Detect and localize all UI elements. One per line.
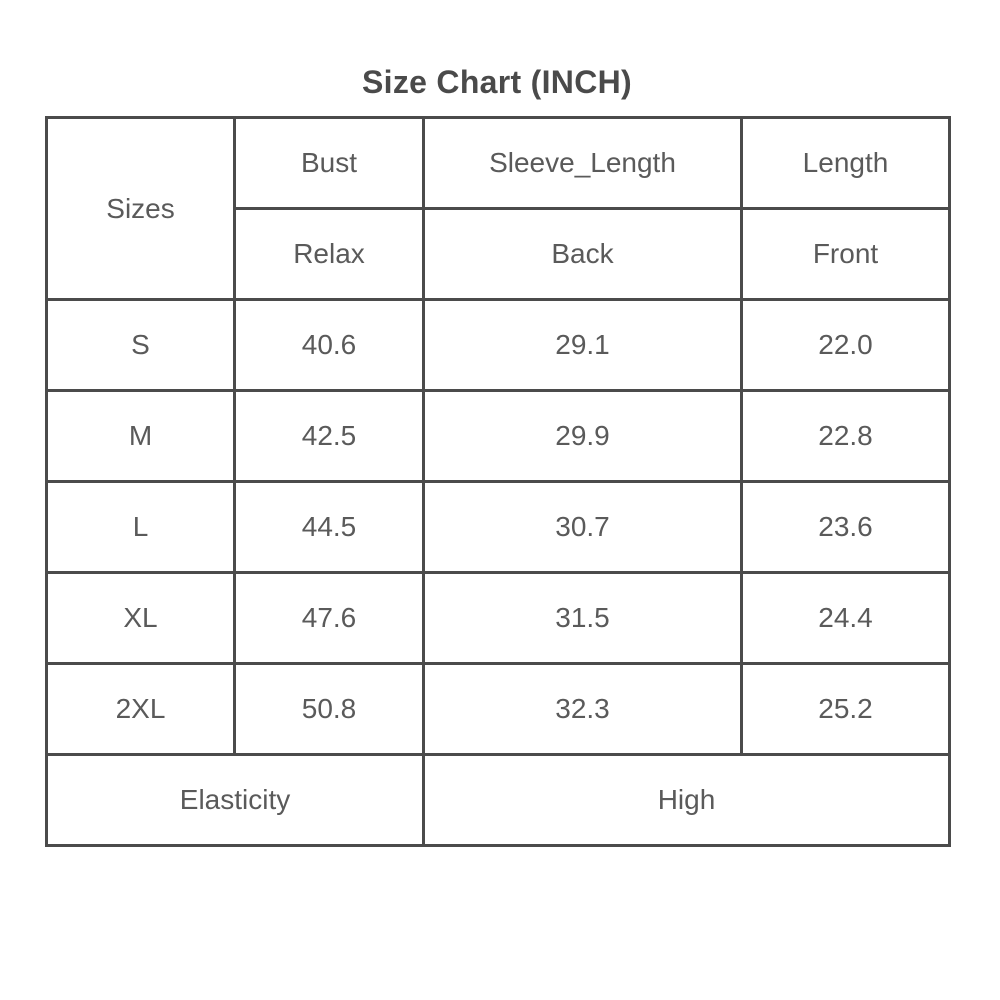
elasticity-value: High <box>424 755 950 846</box>
sleeve-length-cell: 30.7 <box>424 482 742 573</box>
elasticity-row <box>47 755 950 846</box>
size-cell: M <box>47 391 235 482</box>
back-subheader: Back <box>424 209 742 300</box>
table-row <box>47 391 950 482</box>
table-row <box>47 664 950 755</box>
table-row <box>47 482 950 573</box>
size-chart-table <box>45 116 951 847</box>
elasticity-label: Elasticity <box>47 755 424 846</box>
front-subheader: Front <box>742 209 950 300</box>
bust-cell: 42.5 <box>235 391 424 482</box>
header-row-1 <box>47 118 950 209</box>
size-cell: 2XL <box>47 664 235 755</box>
size-chart-title: Size Chart (INCH) <box>361 64 632 100</box>
bust-cell: 50.8 <box>235 664 424 755</box>
length-cell: 24.4 <box>742 573 950 664</box>
length-cell: 22.8 <box>742 391 950 482</box>
size-cell: S <box>47 300 235 391</box>
length-header: Length <box>742 118 950 209</box>
sleeve-length-cell: 29.1 <box>424 300 742 391</box>
bust-cell: 40.6 <box>235 300 424 391</box>
sleeve-length-cell: 32.3 <box>424 664 742 755</box>
sleeve-length-cell: 31.5 <box>424 573 742 664</box>
size-cell: L <box>47 482 235 573</box>
table-row <box>47 300 950 391</box>
size-cell: XL <box>47 573 235 664</box>
length-cell: 23.6 <box>742 482 950 573</box>
sleeve-length-header: Sleeve_Length <box>424 118 742 209</box>
bust-header: Bust <box>235 118 424 209</box>
bust-cell: 47.6 <box>235 573 424 664</box>
bust-cell: 44.5 <box>235 482 424 573</box>
length-cell: 22.0 <box>742 300 950 391</box>
length-cell: 25.2 <box>742 664 950 755</box>
relax-subheader: Relax <box>235 209 424 300</box>
table-row <box>47 573 950 664</box>
sizes-header: Sizes <box>47 118 235 300</box>
sleeve-length-cell: 29.9 <box>424 391 742 482</box>
